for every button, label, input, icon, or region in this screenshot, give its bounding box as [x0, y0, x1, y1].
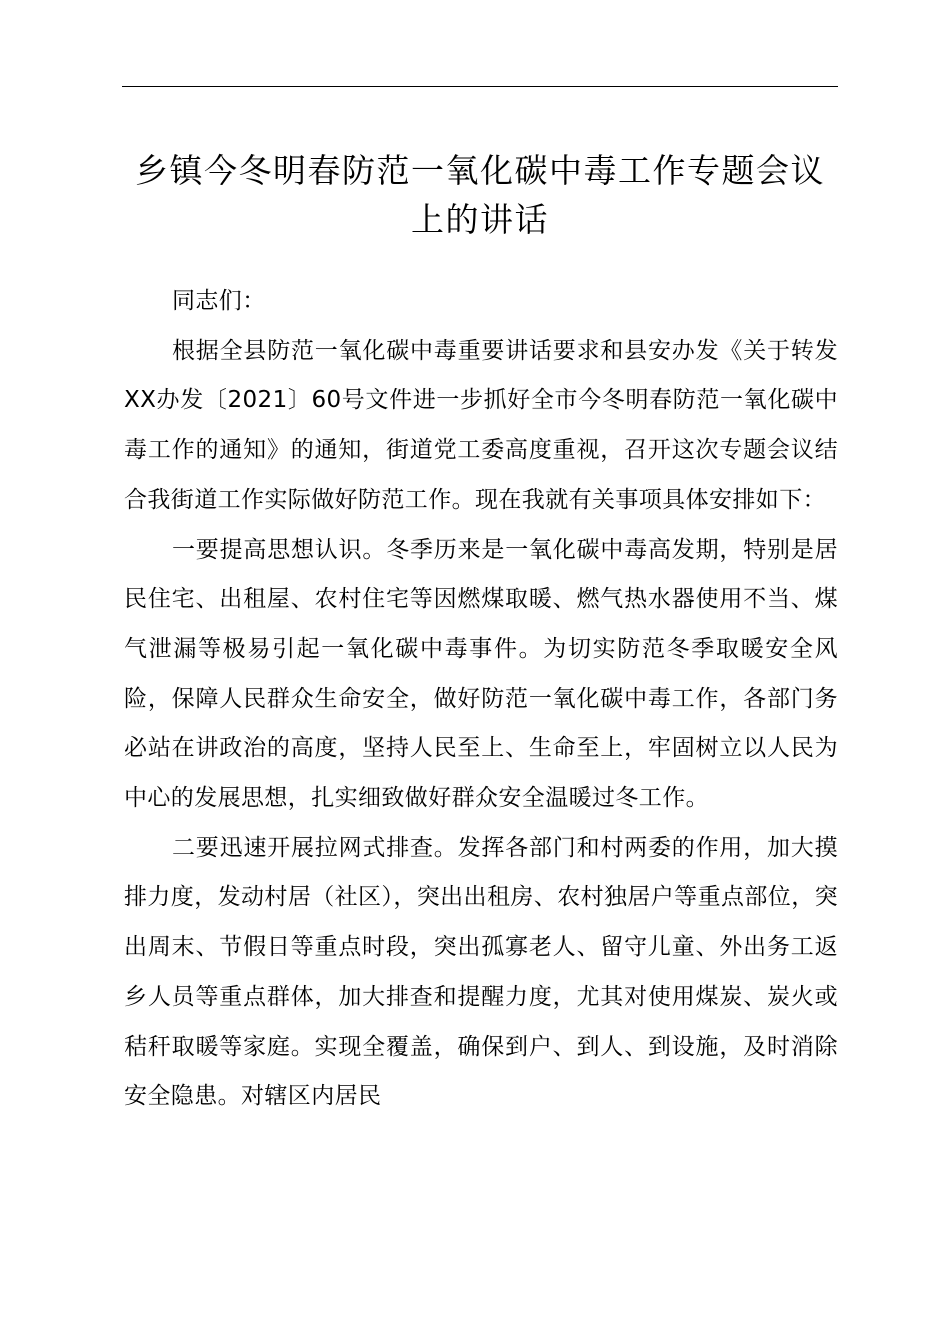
- point-one-paragraph: 一要提高思想认识。冬季历来是一氧化碳中毒高发期，特别是居民住宅、出租屋、农村住宅等因燃煤取暖、燃气热水器使用不当、煤气泄漏等极易引起一氧化碳中毒事件。为切实防范冬季取暖安全风险，保障人民群众生命安全，做好防范一氧化碳中毒工作，各部门务必站在讲政治的高度，坚持人民至上、生命至上，牢固树立以人民为中心的发展思想，扎实细致做好群众安全温暖过冬工作。: [124, 536, 838, 812]
- document-body: [124, 277, 838, 1122]
- document-title: [112, 146, 848, 244]
- title-line-2: 上的讲话: [411, 200, 549, 239]
- header-rule: [122, 86, 838, 87]
- salutation: 同志们：: [172, 288, 266, 314]
- intro-paragraph: 根据全县防范一氧化碳中毒重要讲话要求和县安办发《关于转发XX办发〔2021〕60号文件进一步抓好全市今冬明春防范一氧化碳中毒工作的通知》的通知，街道党工委高度重视，召开这次专题会议结合我街道工作实际做好防范工作。现在我就有关事项具体安排如下：: [124, 337, 838, 513]
- point-two-paragraph: 二要迅速开展拉网式排查。发挥各部门和村两委的作用，加大摸排力度，发动村居（社区），突出出租房、农村独居户等重点部位，突出周末、节假日等重点时段，突出孤寡老人、留守儿童、外出务工返乡人员等重点群体，加大排查和提醒力度，尤其对使用煤炭、炭火或秸秆取暖等家庭。实现全覆盖，确保到户、到人、到设施，及时消除安全隐患。对辖区内居民: [124, 834, 838, 1110]
- title-line-1: 乡镇今冬明春防范一氧化碳中毒工作专题会议: [135, 151, 825, 190]
